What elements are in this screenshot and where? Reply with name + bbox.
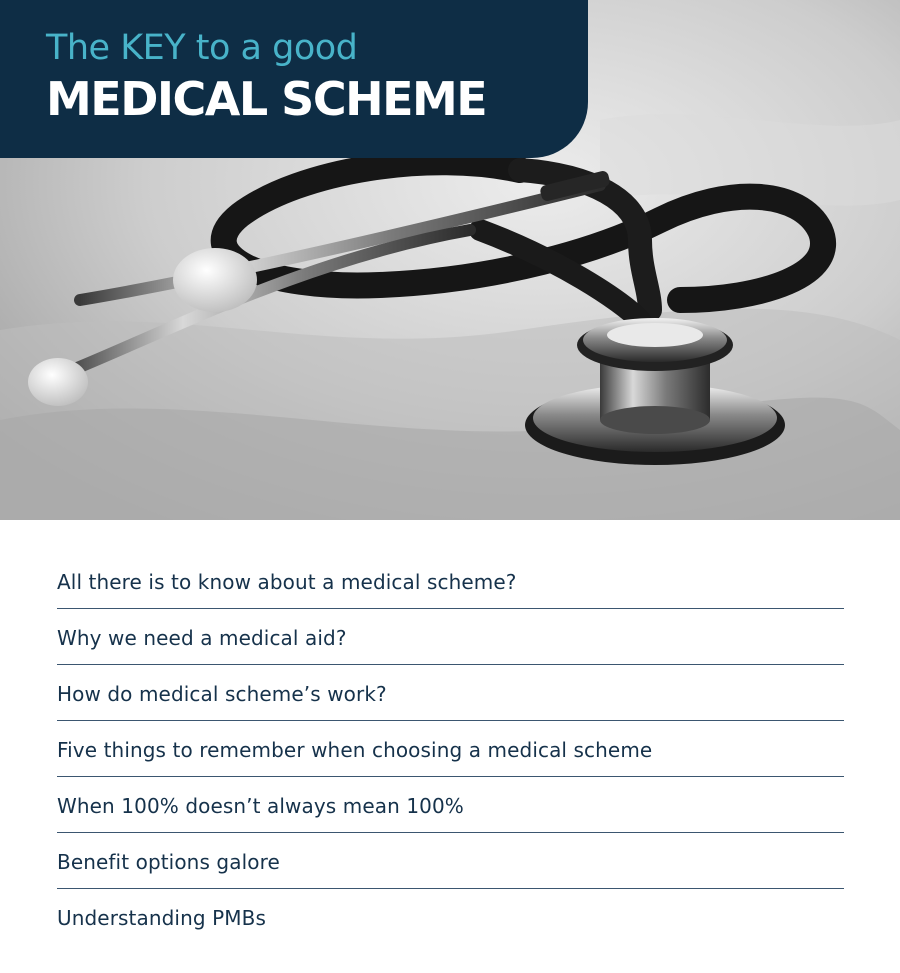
contents-list [57, 553, 844, 945]
title-line-1: The KEY to a good [46, 28, 358, 68]
list-item[interactable] [57, 553, 844, 609]
list-item[interactable] [57, 721, 844, 777]
list-item[interactable] [57, 609, 844, 665]
list-item[interactable] [57, 833, 844, 889]
list-item-label: When 100% doesn’t always mean 100% [57, 793, 464, 818]
list-item-label: Benefit options galore [57, 849, 280, 874]
title-line-2: MEDICAL SCHEME [46, 72, 487, 126]
list-item-label: All there is to know about a medical scheme? [57, 569, 517, 594]
list-item-label: Understanding PMBs [57, 906, 266, 930]
title-banner [0, 0, 588, 158]
list-item[interactable] [57, 777, 844, 833]
list-item-label: Five things to remember when choosing a medical scheme [57, 737, 653, 762]
list-item[interactable] [57, 665, 844, 721]
list-item-label: How do medical scheme’s work? [57, 681, 387, 706]
list-item-label: Why we need a medical aid? [57, 625, 347, 650]
list-item[interactable] [57, 889, 844, 945]
